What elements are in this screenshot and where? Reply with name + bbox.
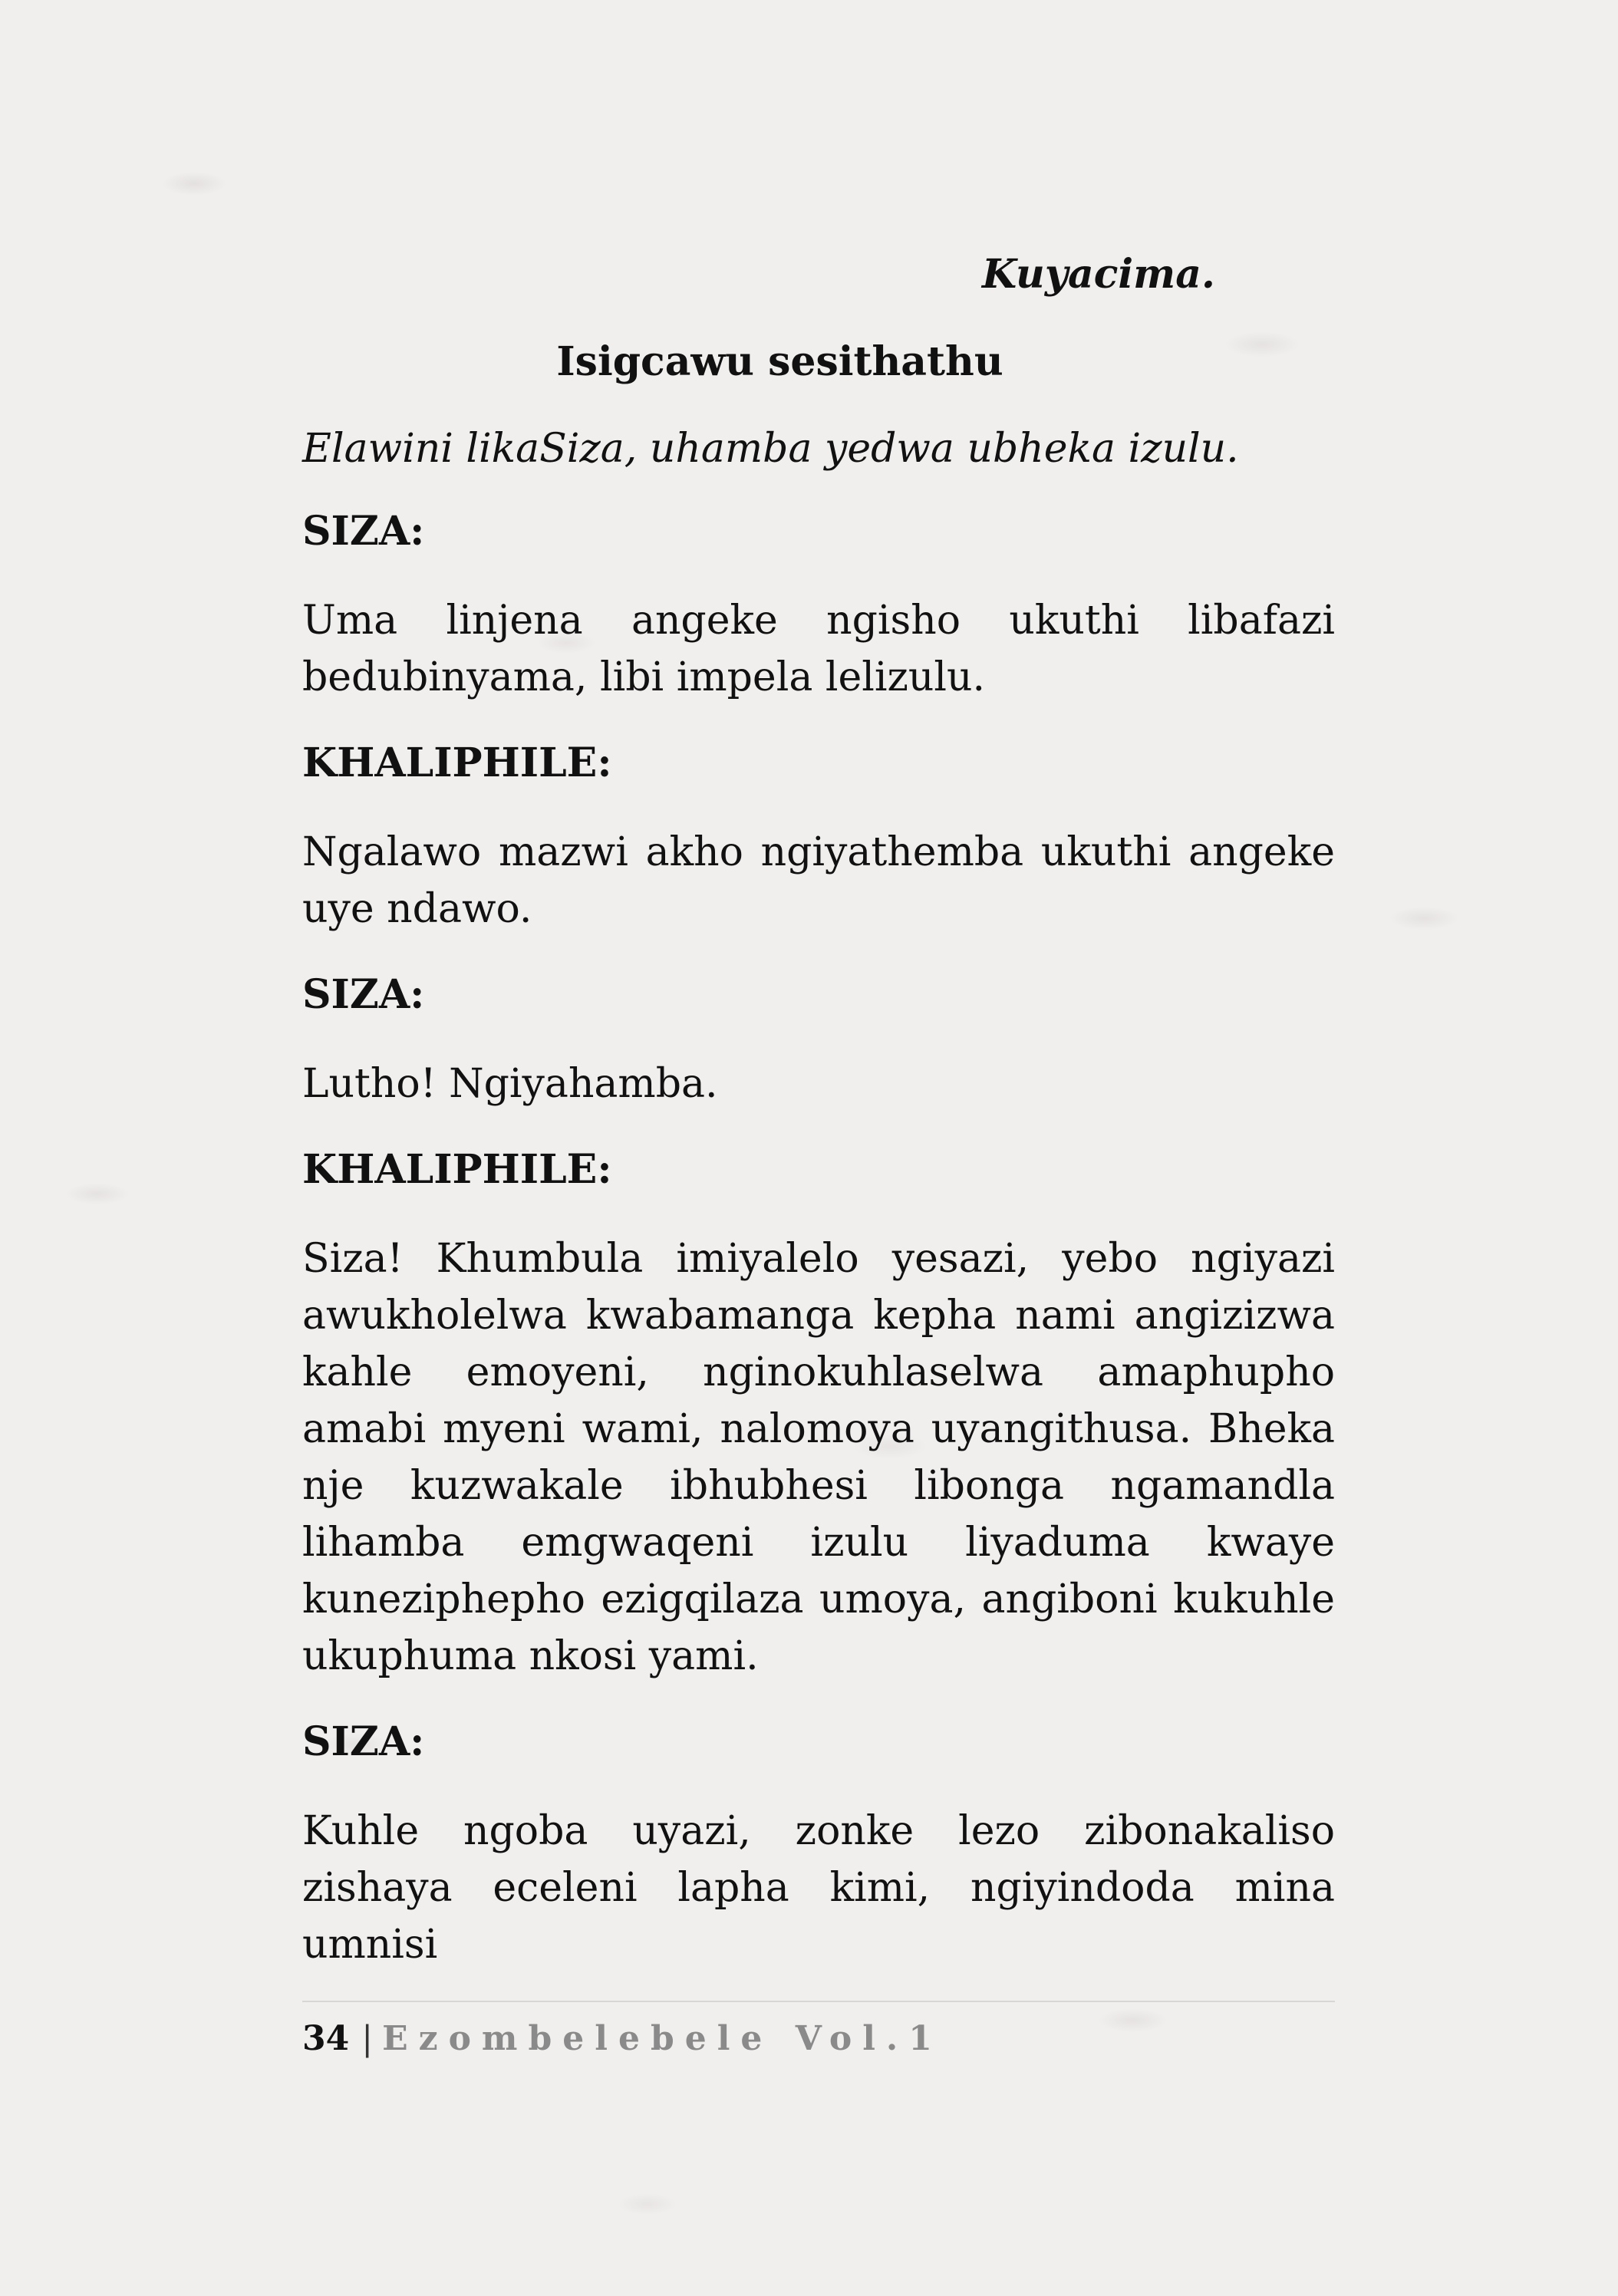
page-footer [302,2001,1335,2062]
stage-direction: Elawini likaSiza, uhamba yedwa ubheka izulu. [302,426,1239,472]
scene-title: Isigcawu sesithathu [556,338,1003,385]
play-content [302,420,1335,2002]
speech-text: Kuhle ngoba uyazi, zonke lezo zibonakaliso zishaya eceleni lapha kimi, ngiyindoda mina umnisi [302,1808,1335,1968]
speaker-name: KHALIPHILE: [302,740,612,786]
speaker-name: SIZA: [302,508,425,555]
speaker-name: SIZA: [302,971,425,1018]
speech-text: Uma linjena angeke ngisho ukuthi libafazi bedubinyama, libi impela lelizulu. [302,598,1335,700]
document-page [302,0,1335,2296]
speaker-name: KHALIPHILE: [302,1146,612,1193]
speech-text: Ngalawo mazwi akho ngiyathemba ukuthi angeke uye ndawo. [302,829,1335,932]
speech-text: Lutho! Ngiyahamba. [302,1061,718,1107]
page-number: 34 [302,2019,350,2058]
speech-text: Siza! Khumbula imiyalelo yesazi, yebo ngiyazi awukholelwa kwabamanga kepha nami angizizwa kahle emoyeni, nginokuhlaselwa amaphupho amabi myeni wami, nalomoya uyangithusa. Bheka nje kuzwakale ibhubhesi libonga ngamandla lihamba emgwaqeni izulu liyaduma kwaye kuneziphepho ezigqilaza umoya, angiboni kukuhle ukuphuma nkosi yami. [302,1236,1335,1679]
chapter-heading: Kuyacima. [981,251,1215,298]
book-title: Ezombelebele Vol.1 [382,2019,943,2058]
speaker-name: SIZA: [302,1718,425,1765]
footer-separator: | [361,2019,374,2058]
